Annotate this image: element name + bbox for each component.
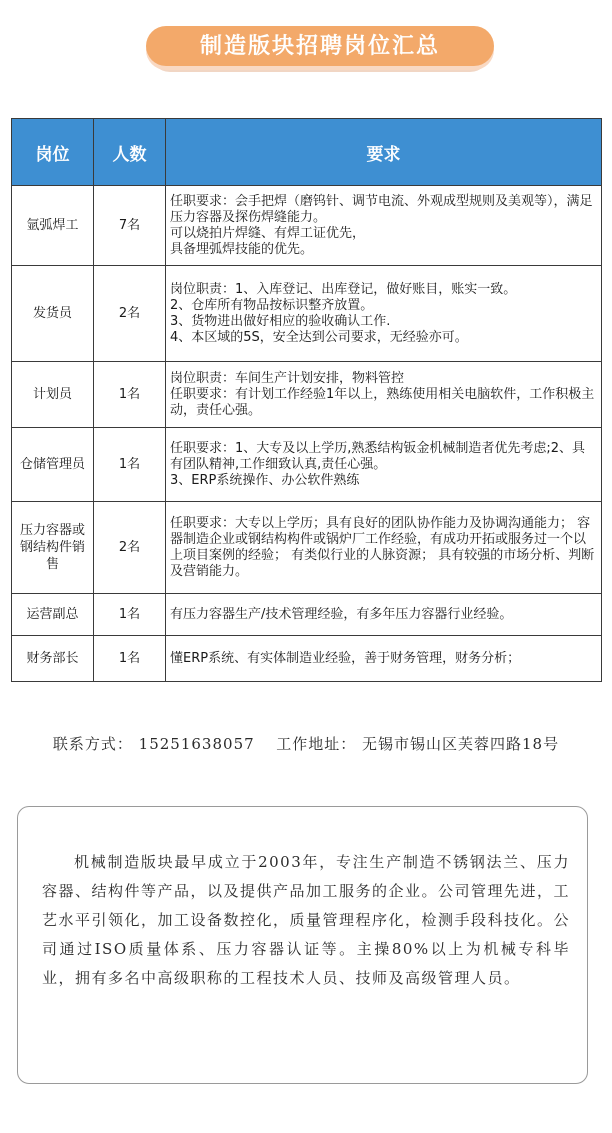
row-requirements	[166, 428, 602, 502]
row-count: 1名	[94, 636, 166, 682]
row-position: 计划员	[12, 362, 94, 428]
page-title: 制造版块招聘岗位汇总	[199, 33, 440, 59]
row-count: 2名	[94, 502, 166, 594]
requirement-line: 2、仓库所有物品按标识整齐放置。	[170, 297, 374, 313]
requirement-line: 岗位职责：车间生产计划安排，物料管控	[170, 370, 405, 386]
header-count: 人数	[94, 119, 166, 186]
jobs-table	[11, 118, 602, 682]
row-requirements	[166, 266, 602, 362]
row-position: 运营副总	[12, 594, 94, 636]
table-row	[12, 186, 602, 266]
table-row	[12, 266, 602, 362]
row-position: 仓储管理员	[12, 428, 94, 502]
row-requirements	[166, 636, 602, 682]
requirement-line: 4、本区域的5S，安全达到公司要求，无经验亦可。	[170, 329, 468, 345]
address-label: 工作地址：	[276, 735, 357, 753]
row-position: 发货员	[12, 266, 94, 362]
phone-number: 15251638057	[138, 735, 255, 753]
requirement-line: 岗位职责：1、入库登记、出库登记，做好账目，账实一致。	[170, 281, 517, 297]
row-requirements	[166, 502, 602, 594]
requirement-line: 3、ERP系统操作、办公软件熟练	[170, 472, 360, 488]
table-row	[12, 428, 602, 502]
row-count: 1名	[94, 362, 166, 428]
requirement-line: 任职要求：有计划工作经验1年以上，熟练使用相关电脑软件，工作积极主动，责任心强。	[170, 386, 595, 418]
requirement-line: 3、货物进出做好相应的验收确认工作.	[170, 313, 391, 329]
table-header-row	[12, 119, 602, 186]
table-row	[12, 636, 602, 682]
requirement-line: 任职要求：大专以上学历；具有良好的团队协作能力及协调沟通能力； 容器制造企业或钢结构构件或锅炉厂工作经验，有成功开拓或服务过一个以上项目案例的经验； 有类似行业的人脉资源； 具有较强的市场分析、判断及营销能力。	[170, 515, 595, 579]
requirement-line: 任职要求：1、大专及以上学历,熟悉结构钣金机械制造者优先考虑;2、具有团队精神,工作细致认真,责任心强。	[170, 440, 586, 472]
company-intro-text: 机械制造版块最早成立于2003年，专注生产制造不锈钢法兰、压力容器、结构件等产品，以及提供产品加工服务的企业。公司管理先进，工艺水平引领化，加工设备数控化，质量管理程序化，检测手段科技化。公司通过ISO质量体系、压力容器认证等。主操80%以上为机械专科毕业，拥有多名中高级职称的工程技术人员、技师及高级管理人员。	[42, 853, 571, 987]
table-row	[12, 362, 602, 428]
requirement-line: 有压力容器生产/技术管理经验，有多年压力容器行业经验。	[170, 606, 513, 622]
row-position: 压力容器或钢结构件销售	[12, 502, 94, 594]
row-position: 氩弧焊工	[12, 186, 94, 266]
row-count: 7名	[94, 186, 166, 266]
requirement-line: 可以烧拍片焊缝、有焊工证优先，	[170, 225, 366, 241]
contact-line	[0, 733, 612, 754]
table-row	[12, 594, 602, 636]
header-requirements: 要求	[166, 119, 602, 186]
row-position: 财务部长	[12, 636, 94, 682]
row-requirements	[166, 362, 602, 428]
requirement-line: 懂ERP系统、有实体制造业经验，善于财务管理，财务分析；	[170, 650, 521, 666]
row-requirements	[166, 186, 602, 266]
address-text: 无锡市锡山区芙蓉四路18号	[362, 735, 560, 753]
requirement-line: 具备埋弧焊技能的优先。	[170, 241, 314, 257]
title-banner	[0, 22, 612, 78]
row-count: 2名	[94, 266, 166, 362]
row-count: 1名	[94, 594, 166, 636]
table-row	[12, 502, 602, 594]
row-requirements	[166, 594, 602, 636]
header-position: 岗位	[12, 119, 94, 186]
phone-label: 联系方式：	[52, 735, 133, 753]
row-count: 1名	[94, 428, 166, 502]
requirement-line: 任职要求：会手把焊（磨钨针、调节电流、外观成型规则及美观等），满足压力容器及探伤焊缝能力。	[170, 193, 593, 225]
